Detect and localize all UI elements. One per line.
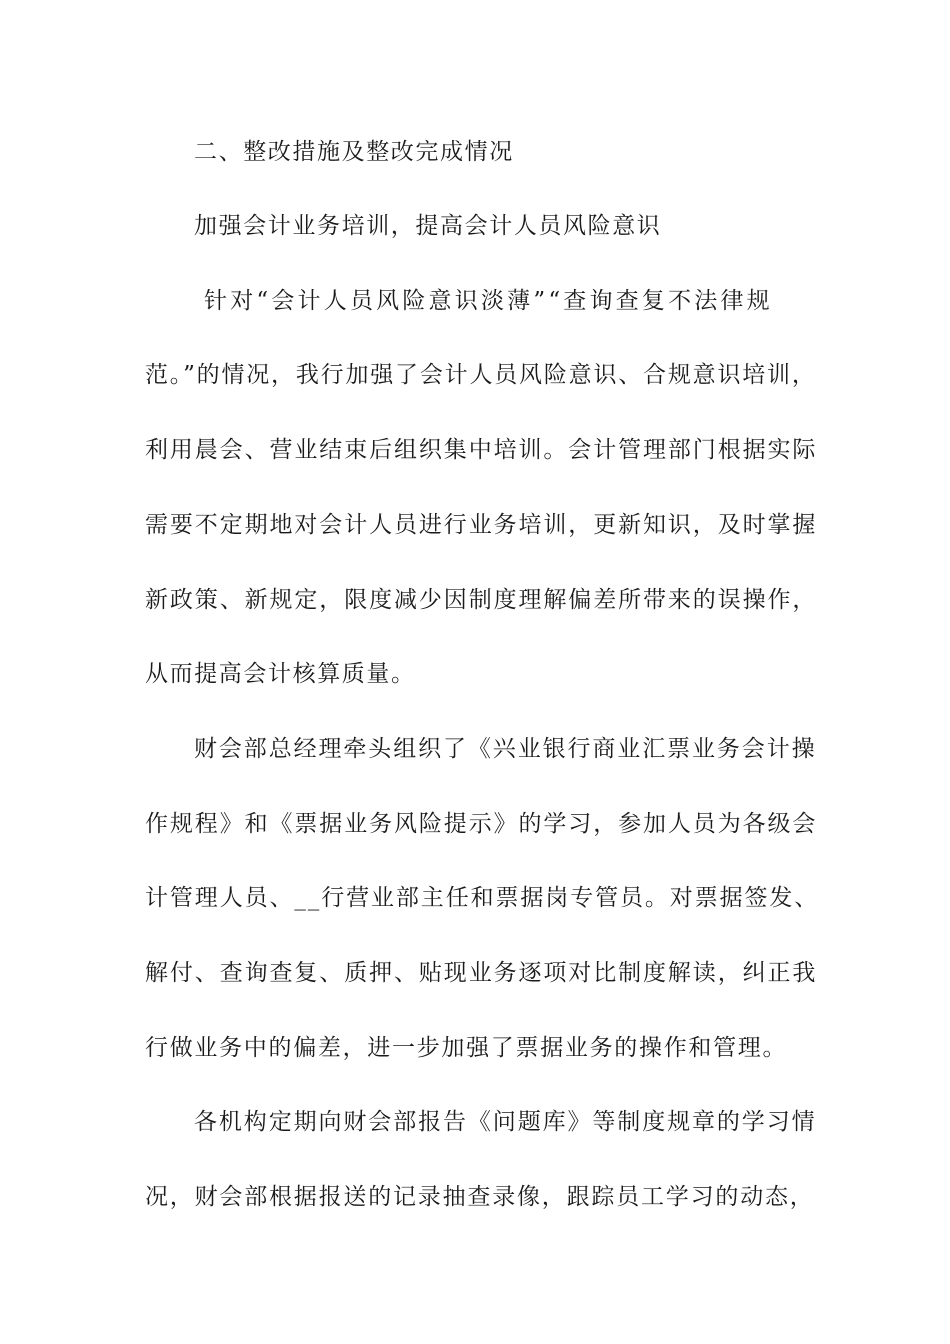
text-line: 范。”的情况，我行加强了会计人员风险意识、合规意识培训， (145, 362, 817, 388)
section-heading: 二、整改措施及整改完成情况 (194, 139, 514, 165)
text-line: 利用晨会、营业结束后组织集中培训。会计管理部门根据实际 (145, 437, 818, 463)
text-line: 财会部总经理牵头组织了《兴业银行商业汇票业务会计操 (194, 736, 817, 762)
text-line: 况，财会部根据报送的记录抽查录像，跟踪员工学习的动态， (145, 1184, 815, 1210)
text-line: 从而提高会计核算质量。 (145, 661, 416, 687)
text-line: 需要不定期地对会计人员进行业务培训，更新知识，及时掌握 (145, 512, 818, 538)
text-line: 计管理人员、__行营业部主任和票据岗专管员。对票据签发、 (145, 885, 820, 911)
text-line: 行做业务中的偏差，进一步加强了票据业务的操作和管理。 (145, 1035, 788, 1061)
text-line: 解付、查询查复、质押、贴现业务逐项对比制度解读，纠正我 (145, 960, 818, 986)
subsection-heading: 加强会计业务培训，提高会计人员风险意识 (194, 213, 662, 239)
text-line: 作规程》和《票据业务风险提示》的学习，参加人员为各级会 (145, 811, 818, 837)
text-line: 各机构定期向财会部报告《问题库》等制度规章的学习情 (194, 1109, 817, 1135)
text-line: 针对“会计人员风险意识淡薄”“查询查复不法律规 (204, 288, 773, 314)
text-line: 新政策、新规定，限度减少因制度理解偏差所带来的误操作， (145, 587, 818, 613)
